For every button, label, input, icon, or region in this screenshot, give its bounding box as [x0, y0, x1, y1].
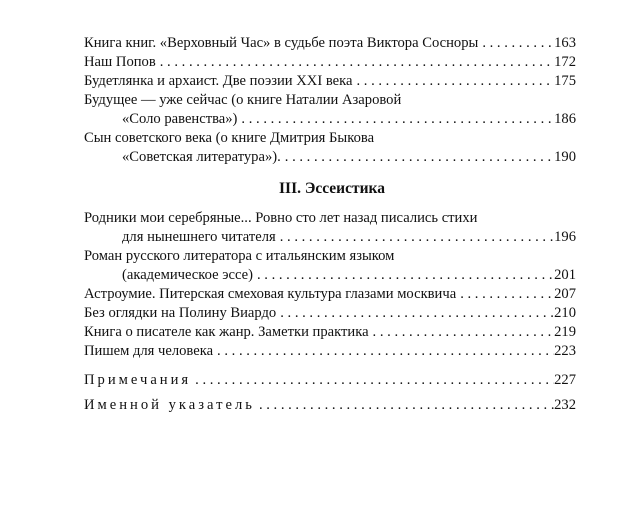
toc-page-number: 163	[554, 35, 576, 51]
dot-leader	[352, 72, 554, 91]
toc-entry-title: Книга о писателе как жанр. Заметки практика	[84, 324, 369, 340]
dot-leader	[213, 342, 554, 361]
toc-entry-title-continued: для нынешнего читателя	[122, 229, 276, 245]
toc-entry-title: Родники мои серебряные... Ровно сто лет назад писались стихи	[84, 210, 478, 226]
toc-page-number: 219	[554, 324, 576, 340]
toc-entry-title-continued: «Соло равенства»)	[122, 111, 238, 127]
toc-entry	[84, 371, 576, 390]
toc-entry	[84, 91, 576, 129]
dot-leader	[156, 53, 554, 72]
toc-entry-title: Будущее — уже сейчас (о книге Наталии Азаровой	[84, 92, 402, 108]
toc-entry-title-continued: «Советская литература»).	[122, 149, 281, 165]
dot-leader	[478, 34, 554, 53]
section-heading: III. Эссеистика	[279, 180, 385, 197]
toc-entry-title: Роман русского литератора с итальянским языком	[84, 248, 395, 264]
toc-entry	[84, 247, 576, 285]
toc-page-number: 196	[554, 229, 576, 245]
toc-page-number: 232	[554, 397, 576, 413]
toc-entry-title: Именной указатель	[84, 397, 255, 413]
dot-leader	[281, 148, 554, 167]
toc-entry	[84, 53, 576, 72]
toc-entry	[84, 34, 576, 53]
dot-leader	[253, 266, 554, 285]
toc-page-number: 190	[554, 149, 576, 165]
toc-entry	[84, 72, 576, 91]
toc-page-number: 186	[554, 111, 576, 127]
dot-leader	[191, 371, 554, 390]
toc-entry-title-continued: (академическое эссе)	[122, 267, 253, 283]
dot-leader	[456, 285, 554, 304]
toc-entry	[84, 396, 576, 415]
toc-page-number: 172	[554, 54, 576, 70]
toc-entry-title: Пишем для человека	[84, 343, 214, 359]
toc-entry	[84, 129, 576, 167]
toc-entry	[84, 285, 576, 304]
toc-entry-title: Примечания	[84, 372, 192, 388]
toc-page-number: 175	[554, 73, 576, 89]
dot-leader	[237, 110, 554, 129]
toc-page-number: 227	[554, 372, 576, 388]
toc-page-number: 210	[554, 305, 576, 321]
toc-page-number: 201	[554, 267, 576, 283]
toc-entry-title: Книга книг. «Верховный Час» в судьбе поэта Виктора Сосноры	[84, 35, 479, 51]
toc-entry-title: Будетлянка и архаист. Две поэзии XXI века	[84, 73, 353, 89]
toc-entry-title: Астроумие. Питерская смеховая культура глазами москвича	[84, 286, 457, 302]
table-of-contents	[84, 34, 576, 415]
toc-entry-title: Без оглядки на Полину Виардо	[84, 305, 277, 321]
toc-entry	[84, 209, 576, 247]
toc-entry	[84, 323, 576, 342]
toc-entry-title: Наш Попов	[84, 54, 156, 70]
dot-leader	[255, 396, 554, 415]
dot-leader	[276, 304, 554, 323]
dot-leader	[276, 228, 554, 247]
toc-entry-title: Сын советского века (о книге Дмитрия Быкова	[84, 130, 375, 146]
toc-page-number: 207	[554, 286, 576, 302]
toc-entry	[84, 304, 576, 323]
toc-page-number: 223	[554, 343, 576, 359]
toc-entry	[84, 342, 576, 361]
dot-leader	[369, 323, 554, 342]
